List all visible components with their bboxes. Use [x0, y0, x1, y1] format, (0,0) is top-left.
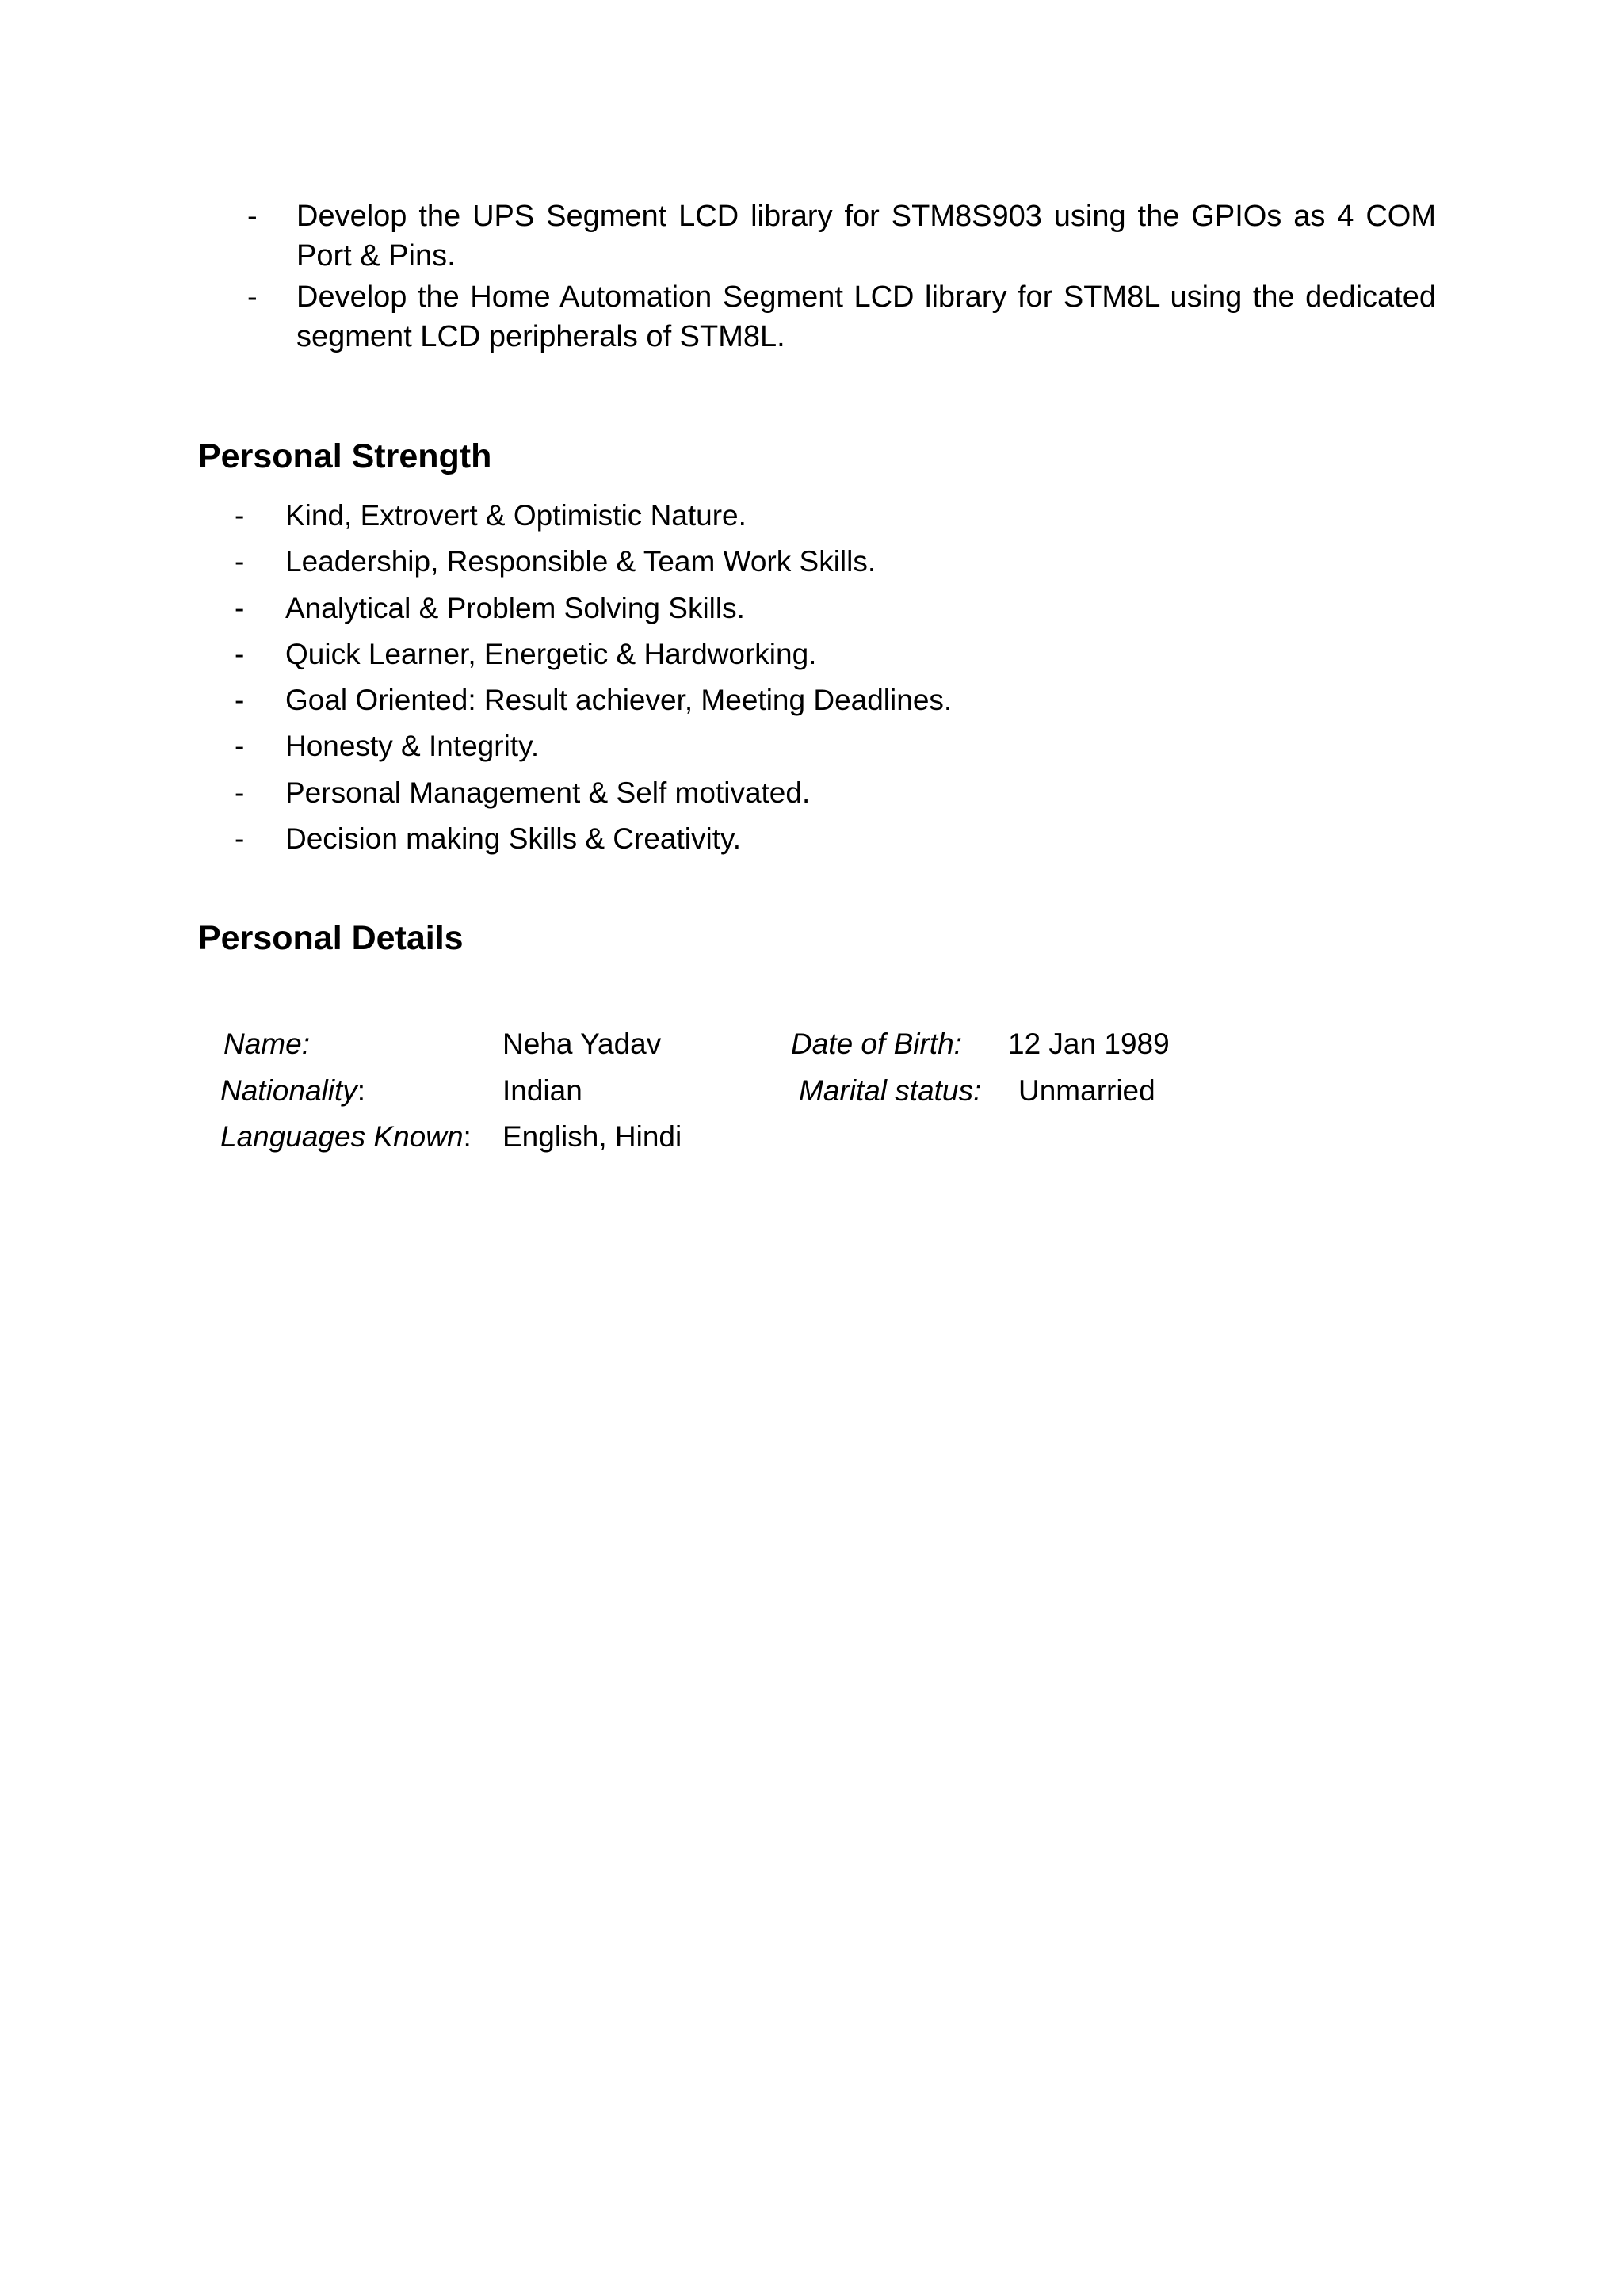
personal-details-heading: Personal Details: [198, 919, 464, 957]
nationality-label: Nationality: [220, 1074, 357, 1107]
personal-strength-heading: Personal Strength: [198, 437, 492, 475]
date-of-birth-value: 12 Jan 1989: [1008, 1028, 1170, 1060]
list-item: [235, 770, 952, 816]
list-item: [235, 493, 952, 539]
list-item: [235, 539, 952, 585]
bullet-dash: -: [235, 591, 245, 624]
project-item-text: Develop the UPS Segment LCD library for STM8S903 using the GPIOs as 4 COM Port & Pins.: [296, 200, 1436, 273]
strength-item-text: Kind, Extrovert & Optimistic Nature.: [285, 499, 747, 532]
project-item-text: Develop the Home Automation Segment LCD library for STM8L using the dedicated segment LCD peripherals of STM8L.: [296, 280, 1436, 353]
strength-item-text: Personal Management & Self motivated.: [285, 776, 811, 809]
list-item: [247, 196, 1436, 276]
bullet-dash: -: [235, 822, 245, 856]
strength-item-text: Leadership, Responsible & Team Work Skills.: [285, 545, 876, 578]
languages-label: Languages Known: [220, 1120, 464, 1153]
marital-status-label: Marital status:: [799, 1074, 982, 1107]
strength-item-text: Decision making Skills & Creativity.: [285, 822, 742, 856]
bullet-dash: -: [235, 545, 245, 578]
strength-item-text: Quick Learner, Energetic & Hardworking.: [285, 637, 817, 670]
bullet-dash: -: [235, 776, 245, 809]
bullet-dash: -: [235, 730, 245, 763]
strength-item-text: Analytical & Problem Solving Skills.: [285, 591, 745, 624]
list-item: [235, 677, 952, 723]
list-item: [235, 585, 952, 631]
marital-status-value: Unmarried: [1018, 1074, 1155, 1107]
personal-strength-list: [235, 493, 952, 862]
list-item: [235, 816, 952, 862]
languages-colon: :: [463, 1120, 472, 1153]
bullet-dash: -: [247, 200, 258, 233]
bullet-dash: -: [247, 280, 258, 314]
languages-value: English, Hindi: [502, 1120, 682, 1153]
languages-label-group: [220, 1118, 472, 1156]
list-item: [235, 631, 952, 677]
bullet-dash: -: [235, 499, 245, 532]
bullet-dash: -: [235, 637, 245, 670]
nationality-colon: :: [357, 1074, 366, 1107]
date-of-birth-label: Date of Birth:: [791, 1028, 962, 1060]
strength-item-text: Goal Oriented: Result achiever, Meeting Deadlines.: [285, 684, 953, 717]
name-value: Neha Yadav: [502, 1028, 662, 1060]
strength-item-text: Honesty & Integrity.: [285, 730, 540, 763]
nationality-value: Indian: [502, 1074, 582, 1107]
project-bullet-list: [247, 196, 1436, 358]
list-item: [235, 723, 952, 769]
name-label: Name:: [223, 1028, 310, 1060]
list-item: [247, 277, 1436, 357]
nationality-label-group: [220, 1072, 365, 1110]
bullet-dash: -: [235, 684, 245, 717]
